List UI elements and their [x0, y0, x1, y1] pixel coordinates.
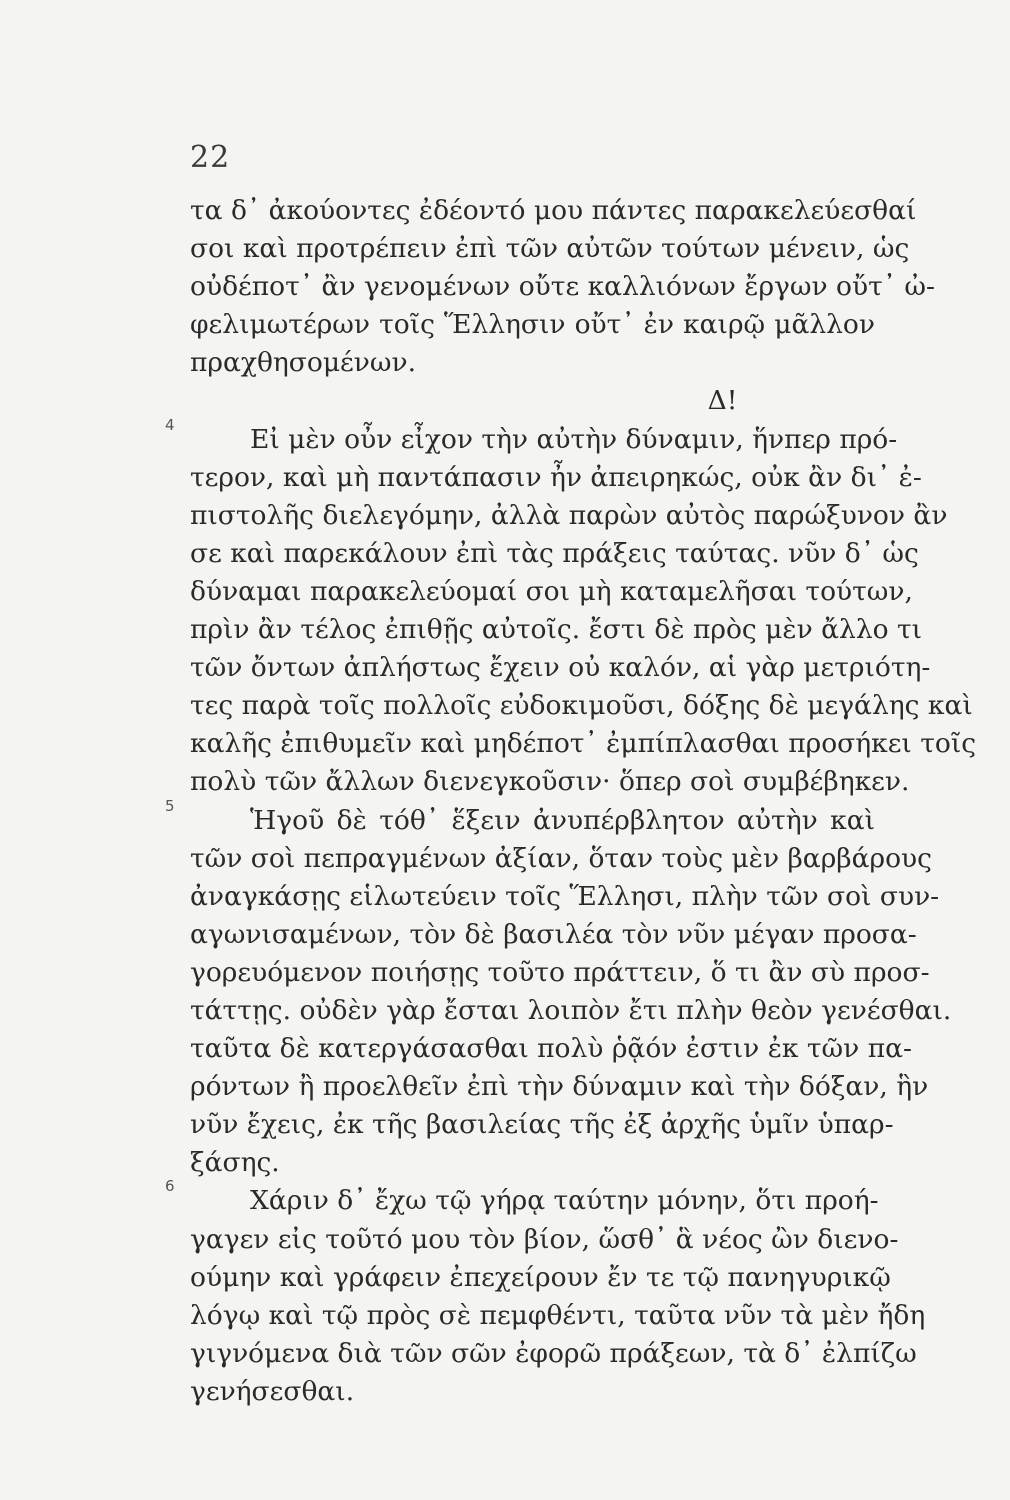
line-text: πρὶν ἂν τέλος ἐπιθῇς αὐτοῖς. ἔστι δὲ πρὸς μὲν ἄλλο τι: [190, 614, 923, 646]
line-text: τα δ᾽ ἀκούοντες ἐδέοντό μου πάντες παρακελεύεσθαί: [190, 195, 917, 226]
line-text: οὐδέποτ᾽ ἂν γενομένων οὔτε καλλιόνων ἔργων οὔτ᾽ ὠ-: [190, 271, 935, 303]
text-line: [190, 497, 948, 535]
line-text: γορευόμενον ποιήσῃς τοῦτο πράττειν, ὅ τι ἂν σὺ προσ-: [190, 956, 930, 988]
line-text: σοι καὶ προτρέπειν ἐπὶ τῶν αὐτῶν τούτων μένειν, ὡς: [190, 233, 910, 265]
text-line: [190, 1335, 917, 1373]
text-line: [165, 415, 898, 459]
line-text: δύναμαι παρακελεύομαί σοι μὴ καταμελῆσαι τούτων,: [190, 575, 913, 607]
text-line: [190, 268, 935, 306]
text-line: [190, 878, 940, 916]
line-text: σε καὶ παρεκάλουν ἐπὶ τὰς πράξεις ταύτας. νῦν δ᾽ ὡς: [190, 537, 919, 569]
text-line: [190, 192, 917, 230]
text-line: [190, 649, 931, 687]
line-text: τερον, καὶ μὴ παντάπασιν ἦν ἀπειρηκώς, οὐκ ἂν δι᾽ ἐ-: [190, 461, 922, 493]
section-number: 4: [165, 415, 175, 434]
text-line: [190, 916, 917, 954]
line-text: ρόντων ἢ προελθεῖν ἐπὶ τὴν δύναμιν καὶ τὴν δόξαν, ἣν: [190, 1071, 929, 1103]
line-text: γενήσεσθαι.: [190, 1375, 355, 1407]
text-line: [190, 611, 923, 649]
text-line: [190, 344, 875, 382]
section-marker: [190, 382, 875, 420]
line-text: ούμην καὶ γράφειν ἐπεχείρουν ἔν τε τῷ πανηγυρικῷ: [190, 1261, 891, 1293]
line-text: νῦν ἔχεις, ἐκ τῆς βασιλείας τῆς ἐξ ἀρχῆς ὑμῖν ὑπαρ-: [190, 1109, 894, 1141]
text-line: [190, 1221, 899, 1259]
text-line: [190, 459, 922, 497]
line-text: πιστολῆς διελεγόμην, ἀλλὰ παρὼν αὐτὸς παρώξυνον ἂν: [190, 499, 948, 531]
line-text: Εἰ μὲν οὖν εἶχον τὴν αὐτὴν δύναμιν, ἥνπερ πρό-: [250, 423, 898, 455]
text-line: [190, 306, 875, 344]
line-text: τῶν σοὶ πεπραγμένων ἀξίαν, ὅταν τοὺς μὲν βαρβάρους: [190, 842, 932, 874]
line-text: Ἡγοῦ δὲ τόθ᾽ ἕξειν ἀνυπέρβλητον αὐτὴν καὶ: [250, 804, 875, 836]
line-text: καλῆς ἐπιθυμεῖν καὶ μηδέποτ᾽ ἐμπίπλασθαι προσήκει τοῖς: [190, 728, 977, 760]
line-text: πραχθησομένων.: [190, 347, 417, 379]
text-line: [190, 1144, 875, 1182]
line-text: τες παρὰ τοῖς πολλοῖς εὐδοκιμοῦσι, δόξης δὲ μεγάλης καὶ: [190, 690, 973, 722]
text-line: [190, 1068, 929, 1106]
text-line: [190, 840, 932, 878]
text-line: [190, 1373, 875, 1411]
line-text: ταῦτα δὲ κατεργάσασθαι πολὺ ῥᾷόν ἐστιν ἐκ τῶν πα-: [190, 1033, 912, 1065]
section-number: 6: [165, 1177, 175, 1196]
text-line: [190, 230, 910, 268]
line-text: αγωνισαμένων, τὸν δὲ βασιλέα τὸν νῦν μέγαν προσα-: [190, 918, 917, 950]
line-text: γιγνόμενα διὰ τῶν σῶν ἐφορῶ πράξεων, τὰ δ᾽ ἐλπίζω: [190, 1337, 917, 1369]
line-text: πολὺ τῶν ἄλλων διενεγκοῦσιν· ὅπερ σοὶ συμβέβηκεν.: [190, 766, 910, 798]
line-text: τῶν ὄντων ἀπλήστως ἔχειν οὐ καλόν, αἱ γὰρ μετριότη-: [190, 652, 931, 684]
text-line: [190, 992, 952, 1030]
section-number: 5: [165, 796, 175, 815]
text-line: [190, 1106, 894, 1144]
line-text: τάττῃς. οὐδὲν γὰρ ἔσται λοιπὸν ἔτι πλὴν θεὸν γενέσθαι.: [190, 994, 952, 1026]
text-line: [190, 954, 930, 992]
text-line: [190, 687, 973, 725]
line-text: λόγῳ καὶ τῷ πρὸς σὲ πεμφθέντι, ταῦτα νῦν τὰ μὲν ἤδη: [190, 1299, 926, 1331]
line-text: ἀναγκάσῃς εἱλωτεύειν τοῖς Ἕλλησι, πλὴν τῶν σοὶ συν-: [190, 880, 940, 912]
text-line: [190, 1030, 912, 1068]
page-number: 22: [190, 140, 231, 175]
text-line: [190, 763, 910, 801]
main-text: [165, 192, 977, 1411]
text-line: [190, 535, 919, 573]
text-line: [165, 796, 875, 840]
text-line: [190, 1297, 926, 1335]
text-line: [165, 1177, 879, 1220]
line-text: φελιμωτέρων τοῖς Ἕλλησιν οὔτ᾽ ἐν καιρῷ μᾶλλον: [190, 309, 875, 341]
line-text: ξάσης.: [190, 1147, 280, 1179]
line-text: Χάριν δ᾽ ἔχω τῷ γήρᾳ ταύτην μόνην, ὅτι προή-: [250, 1185, 879, 1217]
line-text: γαγεν εἰς τοῦτό μου τὸν βίον, ὥσθ᾽ ἃ νέος ὢν διενο-: [190, 1223, 899, 1255]
text-line: [190, 573, 913, 611]
text-line: [190, 1259, 891, 1297]
text-line: [190, 725, 977, 763]
line-text: Δ!: [707, 385, 738, 417]
